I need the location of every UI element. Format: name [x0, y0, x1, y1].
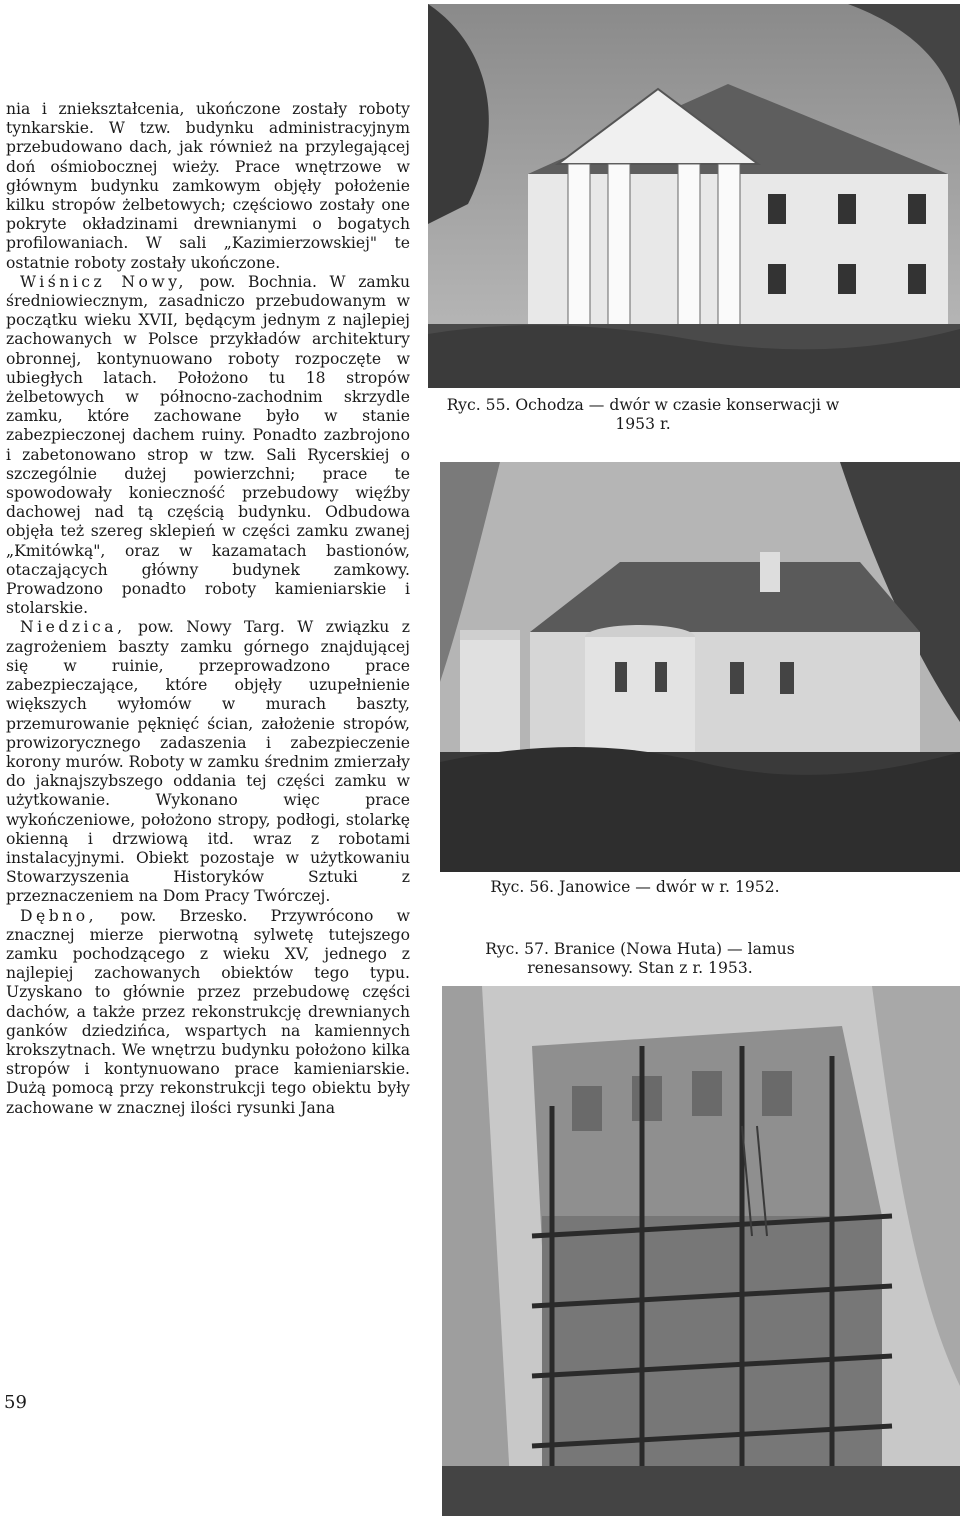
- page-number: 59: [4, 1392, 27, 1413]
- paragraph-debno: [6, 907, 410, 1118]
- photo-ochodza-manor: [428, 4, 960, 388]
- paragraph-continuation: nia i zniekształcenia, ukończone zostały roboty tynkarskie. W tzw. budynku administracyjnym przebudowano dach, jak również na przylegającej doń ośmiobocznej wieży. Prace wnętrzowe w głównym budynku zamkowym objęły położenie kilku stropów żelbetowych; częściowo zostały one pokryte okładzinami drewnianymi o bogatych profilowaniach. W sali „Kazimierzowskiej" te ostatnie roboty zostały ukończone.: [6, 100, 410, 272]
- photo-janowice-image: [440, 462, 960, 872]
- caption-ryc57: Ryc. 57. Branice (Nowa Huta) — lamus renesansowy. Stan z r. 1953.: [485, 940, 795, 977]
- photo-ochodza-image: [428, 4, 960, 388]
- paragraph-wisnicz: [6, 273, 410, 619]
- photo-janowice-manor: [440, 462, 960, 872]
- paragraph-body-niedzica: pow. Nowy Targ. W związku z zagrożeniem baszty zamku górnego znajdującej się w ruinie, przeprowadzono prace zabezpieczające, które objęły uzupełnienie większych wyłomów w murach baszty, przemurowanie pęknięć ścian, założenie stropów, prowizorycznego zadaszenia i zabezpieczenie korony murów. Roboty w zamku średnim zmierzały do jaknajszybszego oddania tej części zamku w użytkowanie. Wykonano więc prace wykończeniowe, położono stropy, podłogi, stolarkę okienną i drzwiową itd. wraz z robotami instalacyjnymi. Obiekt pozostaje w użytkowaniu Stowarzyszenia Historyków Sztuki z przeznaczeniem na Dom Pracy Twórczej.: [6, 618, 410, 906]
- place-name-wisnicz: Wiśnicz Nowy,: [20, 272, 187, 291]
- place-name-debno: Dębno,: [20, 906, 98, 925]
- place-name-niedzica: Niedzica,: [20, 618, 126, 637]
- text-column: [6, 100, 410, 1118]
- caption-ryc56: Ryc. 56. Janowice — dwór w r. 1952.: [490, 878, 780, 896]
- caption-ryc55: Ryc. 55. Ochodza — dwór w czasie konserwacji w 1953 r.: [446, 396, 840, 433]
- photo-branice-image: [442, 986, 960, 1516]
- paragraph-body-debno: pow. Brzesko. Przywrócono w znacznej mierze pierwotną sylwetę tutejszego zamku pochodzącego z wieku XV, jednego z najlepiej zachowanych obiektów tego typu. Uzyskano to głównie przez przebudowę części dachów, a także przez rekonstrukcję drewnianych ganków dziedzińca, wspartych na kamiennych krokszytnach. We wnętrzu budynku położono kilka stropów i kontynuowano prace kamieniarskie. Dużą pomocą przy rekonstrukcji tego obiektu były zachowane w znacznej ilości rysunki Jana: [6, 906, 410, 1117]
- paragraph-niedzica: [6, 618, 410, 906]
- photo-branice-lamus: [442, 986, 960, 1516]
- paragraph-body-wisnicz: pow. Bochnia. W zamku średniowiecznym, zasadniczo przebudowanym w początku wieku XVII, będącym jednym z najlepiej zachowanych w Polsce przykładów architektury obronnej, kontynuowano roboty rozpoczęte w ubiegłych latach. Położono tu 18 stropów żelbetowych w północno-zachodnim skrzydle zamku, które zachowane było w stanie zabezpieczonej dachem ruiny. Ponadto zazbrojono i zabetonowano strop w tzw. Sali Rycerskiej o szczególnie dużej powierzchni; prace te spowodowały konieczność przebudowy więźby dachowej nad tą częścią budynku. Odbudowa objęła też szereg sklepień w części zamku zwanej „Kmitówką", oraz w kazamatach bastionów, otaczających główny budynek zamkowy. Prowadzono ponadto roboty kamieniarskie i stolarskie.: [6, 272, 410, 618]
